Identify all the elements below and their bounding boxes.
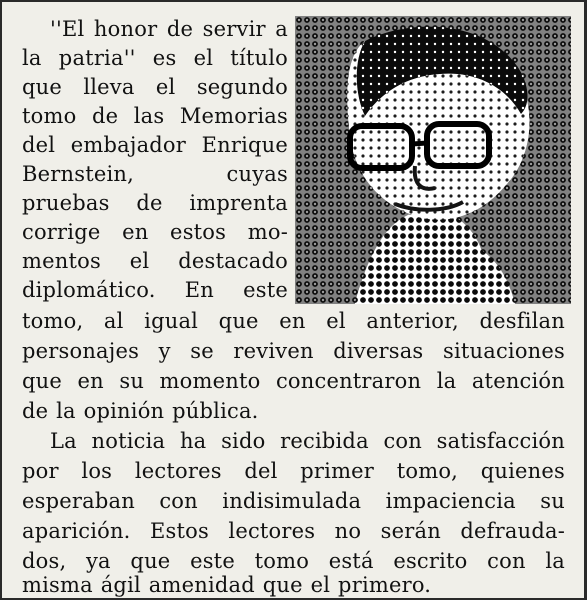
article-line-4: tomo de las Memorias (22, 104, 288, 128)
portrait-photo (295, 16, 571, 304)
article-line-16: por los lectores del primer tomo, quienes (22, 459, 565, 483)
article-line-3: que lleva el segundo (22, 75, 288, 99)
article-line-17: esperaban con indisimulada impaciencia su (22, 489, 565, 513)
article-line-7: pruebas de imprenta (22, 191, 288, 215)
article-line-18: aparición. Estos lectores no serán defrauda- (22, 519, 565, 543)
article-line-5: del embajador Enrique (22, 133, 288, 157)
article-line-6: Bernstein, cuyas (22, 162, 288, 186)
article-line-19: dos, ya que este tomo está escrito con la (22, 549, 565, 573)
article-line-20: misma ágil amenidad que el primero. (22, 573, 432, 597)
halftone-portrait-image (295, 16, 571, 304)
article-line-14: de la opinión pública. (22, 399, 259, 423)
article-line-2: la patria'' es el título (22, 46, 288, 70)
article-line-13: que en su momento concentraron la atención (22, 369, 565, 393)
article-line-15: La noticia ha sido recibida con satisfacción (50, 429, 565, 453)
article-line-1: ''El honor de servir a (50, 17, 288, 41)
article-line-10: diplomático. En este (22, 278, 288, 302)
article-line-11: tomo, al igual que en el anterior, desfilan (22, 309, 565, 333)
article-line-9: mentos el destacado (22, 249, 288, 273)
article-line-8: corrige en estos mo- (22, 220, 288, 244)
article-line-12: personajes y se reviven diversas situaciones (22, 339, 565, 363)
